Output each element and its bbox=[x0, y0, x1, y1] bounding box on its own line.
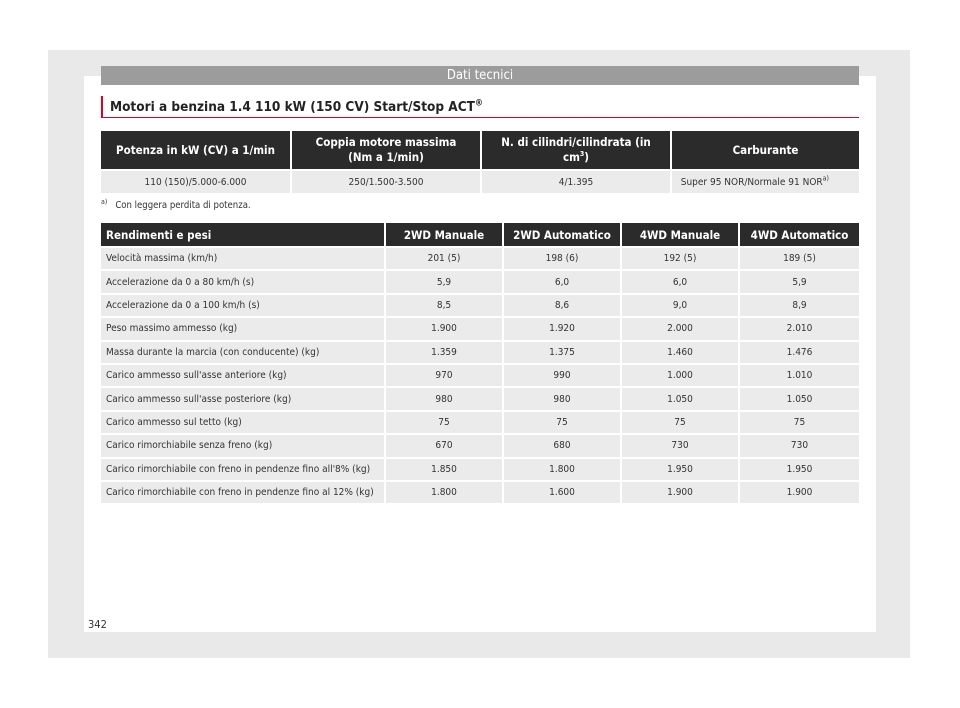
value-cell: 1.850 bbox=[385, 458, 503, 481]
performance-table bbox=[101, 223, 859, 503]
value-cell: 2.010 bbox=[739, 317, 859, 340]
spec-cell: Super 95 NOR/Normale 91 NOR$^{a)}$ bbox=[671, 170, 859, 193]
value-cell: 1.900 bbox=[739, 481, 859, 503]
value-cell: 8,9 bbox=[739, 294, 859, 317]
value-cell: 1.950 bbox=[621, 458, 739, 481]
spec-cell: 4/1.395 bbox=[481, 170, 671, 193]
page-number: 342 bbox=[88, 618, 107, 631]
value-cell: 5,9 bbox=[385, 270, 503, 293]
row-label-cell: Accelerazione da 0 a 100 km/h (s) bbox=[101, 294, 385, 317]
value-cell: 75 bbox=[503, 411, 621, 434]
value-cell: 6,0 bbox=[621, 270, 739, 293]
footnote bbox=[101, 197, 251, 211]
table-row bbox=[101, 387, 859, 410]
value-cell: 1.050 bbox=[621, 387, 739, 410]
value-cell: 730 bbox=[621, 434, 739, 457]
row-label-cell: Carico ammesso sull'asse posteriore (kg) bbox=[101, 387, 385, 410]
value-cell: 75 bbox=[621, 411, 739, 434]
row-label-cell: Carico ammesso sull'asse anteriore (kg) bbox=[101, 364, 385, 387]
value-cell: 1.950 bbox=[739, 458, 859, 481]
value-cell: 2.000 bbox=[621, 317, 739, 340]
value-cell: 1.000 bbox=[621, 364, 739, 387]
value-cell: 1.359 bbox=[385, 341, 503, 364]
footnote-mark: a) bbox=[101, 197, 108, 206]
engine-spec-table bbox=[101, 131, 859, 193]
engine-title: Motori a benzina 1.4 110 kW (150 CV) Start/Stop ACT bbox=[110, 99, 475, 115]
row-label-cell: Carico rimorchiabile con freno in pendenze fino all'8% (kg) bbox=[101, 458, 385, 481]
table-row bbox=[101, 434, 859, 457]
table-row bbox=[101, 341, 859, 364]
value-cell: 980 bbox=[385, 387, 503, 410]
value-cell: 201 (5) bbox=[385, 247, 503, 270]
table-row bbox=[101, 481, 859, 503]
value-cell: 5,9 bbox=[739, 270, 859, 293]
value-cell: 75 bbox=[385, 411, 503, 434]
value-cell: 189 (5) bbox=[739, 247, 859, 270]
section-title: Dati tecnici bbox=[446, 68, 514, 83]
section-banner bbox=[101, 66, 859, 85]
value-cell: 75 bbox=[739, 411, 859, 434]
value-cell: 730 bbox=[739, 434, 859, 457]
spec-cell: 250/1.500-3.500 bbox=[291, 170, 481, 193]
spec-cell: 110 (150)/5.000-6.000 bbox=[101, 170, 291, 193]
row-label-cell: Peso massimo ammesso (kg) bbox=[101, 317, 385, 340]
performance-header-row bbox=[101, 223, 859, 247]
spec-header-row bbox=[101, 131, 859, 170]
table-row bbox=[101, 364, 859, 387]
performance-header-cell: 2WD Automatico bbox=[503, 223, 621, 247]
registered-mark: ® bbox=[474, 98, 484, 109]
value-cell: 980 bbox=[503, 387, 621, 410]
spec-header-cell: N. di cilindri/cilindrata (in $cm^3$) bbox=[481, 131, 671, 170]
spec-header-cell: Carburante bbox=[671, 131, 859, 170]
row-label-cell: Carico rimorchiabile con freno in pendenze fino al 12% (kg) bbox=[101, 481, 385, 503]
footnote-text: Con leggera perdita di potenza. bbox=[115, 200, 251, 211]
value-cell: 8,5 bbox=[385, 294, 503, 317]
row-label-cell: Carico rimorchiabile senza freno (kg) bbox=[101, 434, 385, 457]
spec-header-cell: Potenza in kW (CV) a 1/min bbox=[101, 131, 291, 170]
performance-header-cell: 4WD Automatico bbox=[739, 223, 859, 247]
performance-body bbox=[101, 247, 859, 503]
table-row bbox=[101, 247, 859, 270]
value-cell: 1.600 bbox=[503, 481, 621, 503]
table-row bbox=[101, 458, 859, 481]
value-cell: 990 bbox=[503, 364, 621, 387]
value-cell: 1.800 bbox=[503, 458, 621, 481]
value-cell: 1.476 bbox=[739, 341, 859, 364]
value-cell: 9,0 bbox=[621, 294, 739, 317]
value-cell: 970 bbox=[385, 364, 503, 387]
value-cell: 1.010 bbox=[739, 364, 859, 387]
value-cell: 1.900 bbox=[621, 481, 739, 503]
engine-heading bbox=[101, 96, 859, 118]
row-label-cell: Accelerazione da 0 a 80 km/h (s) bbox=[101, 270, 385, 293]
value-cell: 1.800 bbox=[385, 481, 503, 503]
table-row bbox=[101, 170, 859, 193]
value-cell: 198 (6) bbox=[503, 247, 621, 270]
value-cell: 1.920 bbox=[503, 317, 621, 340]
table-row bbox=[101, 411, 859, 434]
table-row bbox=[101, 270, 859, 293]
value-cell: 1.050 bbox=[739, 387, 859, 410]
value-cell: 1.460 bbox=[621, 341, 739, 364]
value-cell: 8,6 bbox=[503, 294, 621, 317]
table-row bbox=[101, 294, 859, 317]
value-cell: 1.375 bbox=[503, 341, 621, 364]
row-label-cell: Massa durante la marcia (con conducente) (kg) bbox=[101, 341, 385, 364]
table-row bbox=[101, 317, 859, 340]
row-label-cell: Velocità massima (km/h) bbox=[101, 247, 385, 270]
value-cell: 670 bbox=[385, 434, 503, 457]
performance-header-label: Rendimenti e pesi bbox=[101, 223, 385, 247]
value-cell: 192 (5) bbox=[621, 247, 739, 270]
value-cell: 1.900 bbox=[385, 317, 503, 340]
performance-header-cell: 4WD Manuale bbox=[621, 223, 739, 247]
performance-header-cell: 2WD Manuale bbox=[385, 223, 503, 247]
value-cell: 680 bbox=[503, 434, 621, 457]
value-cell: 6,0 bbox=[503, 270, 621, 293]
spec-header-cell: Coppia motore massima (Nm a 1/min) bbox=[291, 131, 481, 170]
row-label-cell: Carico ammesso sul tetto (kg) bbox=[101, 411, 385, 434]
